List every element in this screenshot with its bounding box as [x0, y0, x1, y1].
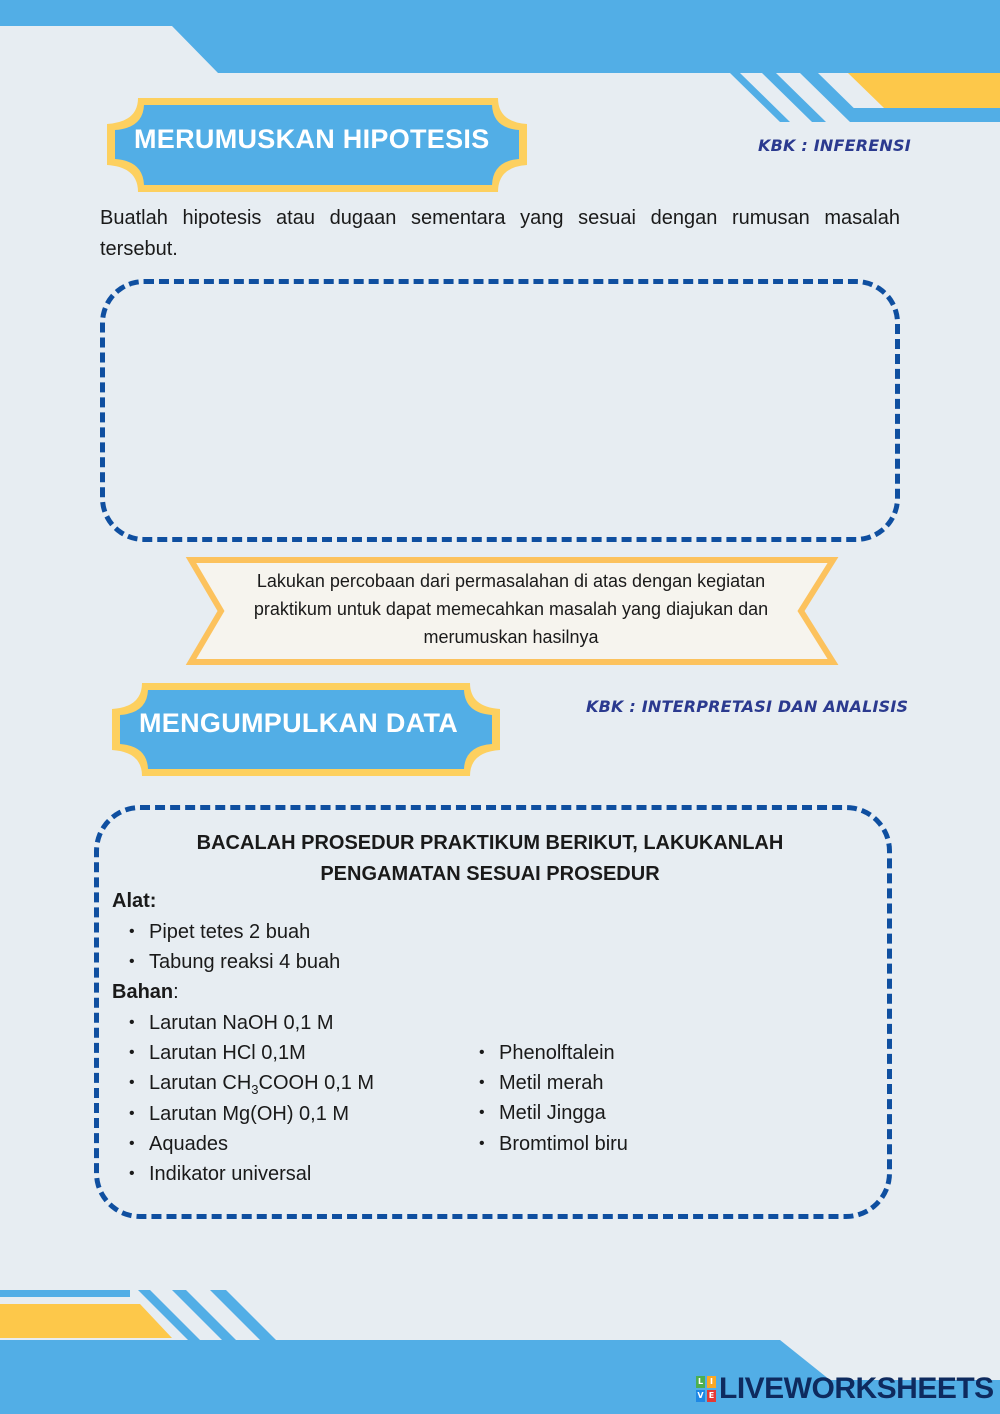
bahan-item-text: Metil merah: [499, 1072, 604, 1095]
procedure-heading-line1: BACALAH PROSEDUR PRAKTIKUM BERIKUT, LAKUKANLAH: [196, 832, 784, 854]
logo-icon: [696, 1376, 716, 1402]
bullet: •: [129, 1074, 135, 1092]
list-item: [462, 1098, 628, 1128]
bullet: •: [129, 1014, 135, 1031]
logo-letter-l: L: [697, 1377, 704, 1386]
hipotesis-instruction: Buatlah hipotesis atau dugaan sementara yang sesuai dengan rumusan masalah tersebut.: [100, 207, 900, 260]
list-item: [112, 1159, 374, 1189]
list-item: [112, 917, 340, 947]
bahan-item-text: Phenolftalein: [499, 1042, 615, 1064]
bullet: •: [129, 1164, 135, 1182]
bahan-item-text: Indikator universal: [149, 1162, 312, 1185]
bullet: •: [479, 1134, 485, 1152]
logo-letter-v: V: [697, 1391, 704, 1400]
hipotesis-answer-box[interactable]: [100, 279, 900, 542]
mengumpulkan-data-title: MENGUMPULKAN DATA: [139, 708, 459, 738]
bullet: •: [129, 923, 135, 940]
bullet: •: [129, 1104, 135, 1122]
procedure-heading: [120, 828, 860, 890]
alat-label: [112, 890, 156, 913]
list-item: [112, 1099, 374, 1129]
bahan-item-text: Aquades: [149, 1132, 228, 1155]
bahan-item-text: Larutan Mg(OH) 0,1 M: [149, 1102, 350, 1125]
top-blue-band: [0, 0, 1000, 73]
alat-label-text: Alat:: [112, 890, 157, 912]
logo-letter-i: I: [707, 1376, 716, 1388]
bahan-item-text: Larutan HCl 0,1M: [149, 1042, 306, 1065]
bullet: •: [479, 1074, 485, 1092]
alat-item-text: Pipet tetes 2 buah: [149, 921, 311, 943]
bullet: •: [129, 1044, 135, 1062]
bahan-item-text: Bromtimol biru: [499, 1132, 628, 1155]
kbk-interpretasi-label: KBK : INTERPRETASI DAN ANALISIS: [586, 697, 909, 716]
bahan-item-text: Metil Jingga: [499, 1102, 606, 1125]
formula-subscript: 3: [251, 1082, 259, 1098]
bullet: •: [129, 1134, 135, 1152]
bahan-item-text: [149, 1072, 375, 1098]
logo-letter-e: E: [708, 1391, 715, 1400]
list-item: [112, 1068, 374, 1098]
bullet: •: [479, 1104, 485, 1122]
procedure-heading-line2: PENGAMATAN SESUAI PROSEDUR: [320, 863, 660, 885]
list-item: [112, 1129, 374, 1159]
liveworksheets-logo[interactable]: [696, 1372, 994, 1406]
top-right-stripes: [730, 73, 1000, 122]
bahan-label-colon: :: [173, 981, 179, 1003]
bahan-item-text: Larutan NaOH 0,1 M: [149, 1012, 334, 1034]
bullet: •: [129, 953, 135, 971]
kbk-inferensi-label: KBK : INFERENSI: [758, 136, 911, 155]
list-item: [112, 1008, 374, 1038]
logo-text: LIVEWORKSHEETS: [719, 1372, 994, 1405]
bahan-label-text: Bahan: [112, 981, 174, 1003]
alat-item-text: Tabung reaksi 4 buah: [149, 951, 341, 974]
hipotesis-title: MERUMUSKAN HIPOTESIS: [134, 124, 490, 154]
bahan-list-left: [112, 1008, 374, 1189]
bahan-list-right: [462, 1038, 628, 1159]
list-item: [462, 1068, 628, 1098]
formula-prefix: Larutan CH: [149, 1072, 252, 1095]
list-item: [112, 947, 340, 977]
bullet: •: [479, 1044, 485, 1061]
alat-list: [112, 917, 340, 977]
list-item: [462, 1129, 628, 1159]
bahan-label: [112, 981, 179, 1004]
list-item: [112, 1038, 374, 1068]
praktikum-instruction-text: Lakukan percobaan dari permasalahan di atas dengan kegiatan praktikum untuk dapat memecahkan masalah yang diajukan dan merumuskan hasilnya: [253, 571, 769, 647]
list-item: [462, 1038, 628, 1068]
formula-suffix: COOH 0,1 M: [258, 1072, 375, 1095]
